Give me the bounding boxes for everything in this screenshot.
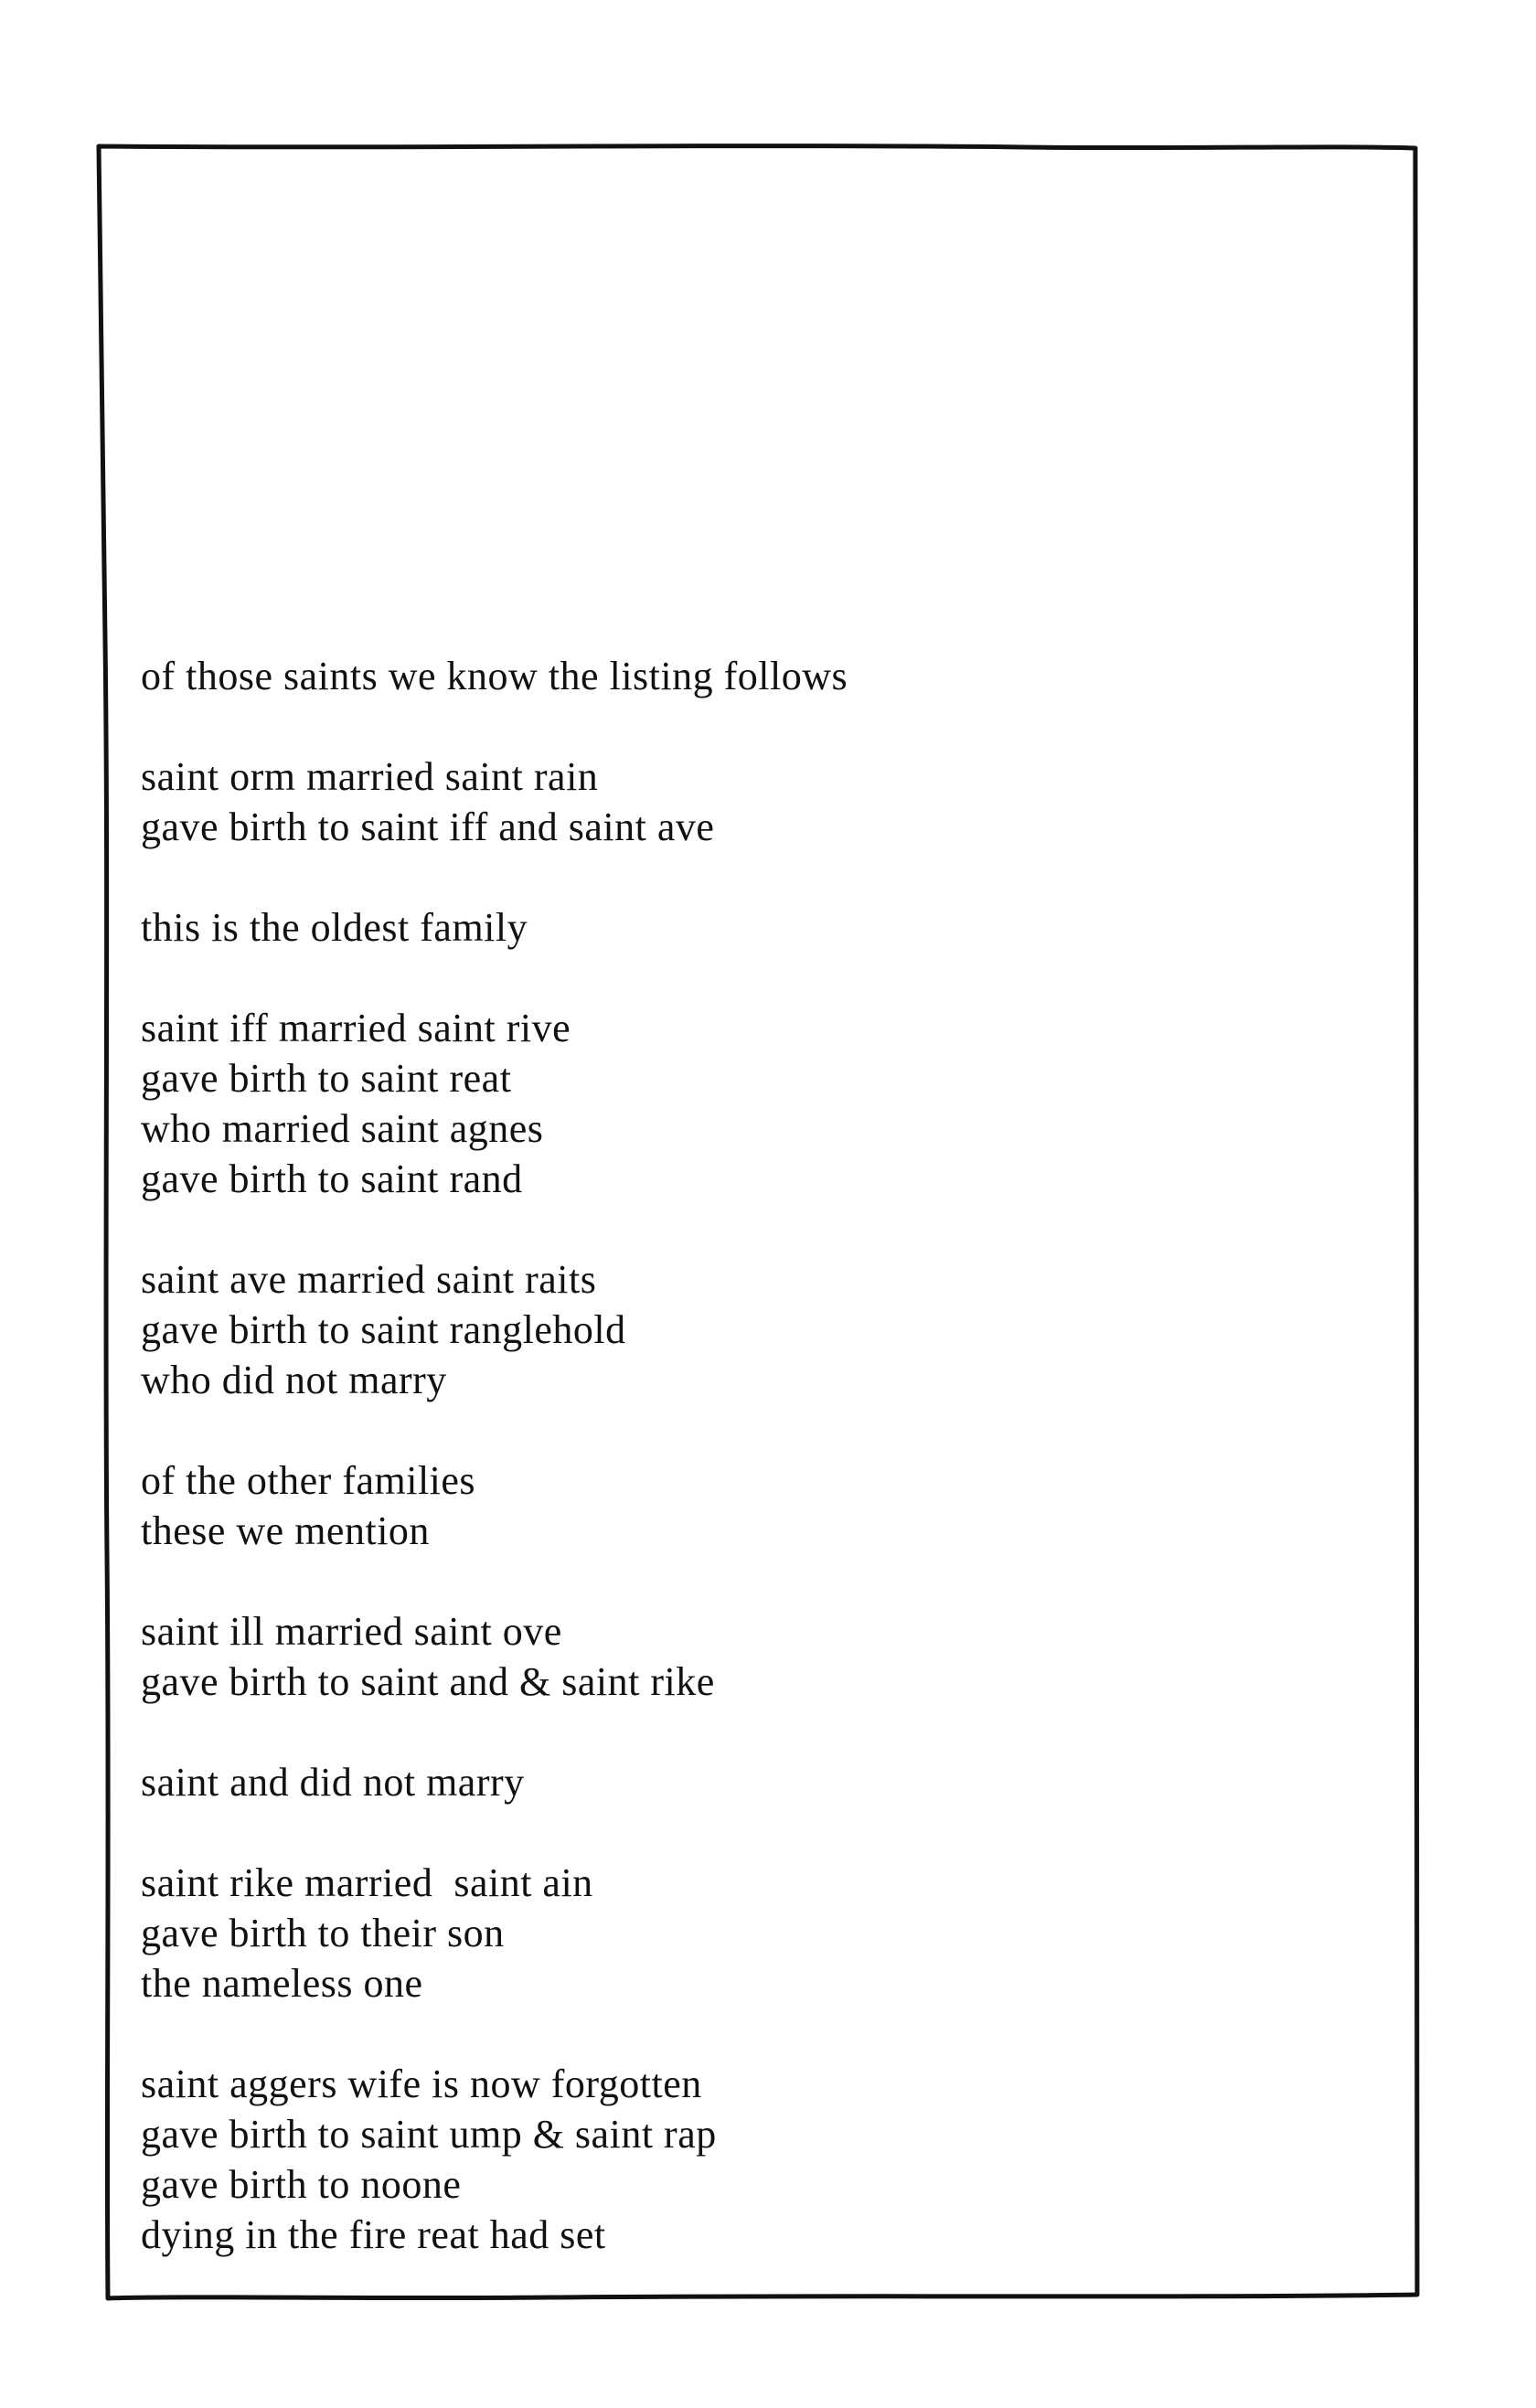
stanza — [141, 2059, 1375, 2260]
stanza — [141, 1455, 1375, 1556]
poem-line: saint ave married saint raits — [141, 1257, 597, 1302]
stanza — [141, 1003, 1375, 1204]
stanza — [141, 751, 1375, 852]
poem-line: saint and did not marry — [141, 1760, 525, 1805]
poem-line: gave birth to saint ranglehold — [141, 1307, 626, 1352]
poem-line: gave birth to saint reat — [141, 1056, 512, 1101]
poem-line: gave birth to saint iff and saint ave — [141, 804, 715, 849]
stanza — [141, 1757, 1375, 1807]
poem-line: who married saint agnes — [141, 1106, 544, 1151]
stanza — [141, 1254, 1375, 1405]
poem-line: this is the oldest family — [141, 905, 528, 950]
poem-line: gave birth to saint and & saint rike — [141, 1659, 715, 1704]
stanza — [141, 902, 1375, 953]
poem-line: saint orm married saint rain — [141, 754, 599, 799]
poem-line: gave birth to noone — [141, 2162, 462, 2207]
poem-line: saint rike married saint ain — [141, 1860, 593, 1905]
poem-line: saint aggers wife is now forgotten — [141, 2062, 702, 2106]
poem-line: saint ill married saint ove — [141, 1609, 562, 1654]
poem-line: these we mention — [141, 1508, 430, 1553]
poem-line: of the other families — [141, 1458, 476, 1503]
poem-line: gave birth to saint rand — [141, 1156, 523, 1201]
poem-line: the nameless one — [141, 1961, 423, 2006]
poem-line: of those saints we know the listing follows — [141, 654, 848, 698]
poem-text — [141, 651, 1375, 2260]
stanza — [141, 1858, 1375, 2008]
poem-line: who did not marry — [141, 1358, 447, 1402]
poem-line: gave birth to saint ump & saint rap — [141, 2112, 717, 2157]
stanza — [141, 1606, 1375, 1707]
poem-line: gave birth to their son — [141, 1911, 505, 1955]
poem-line: saint iff married saint rive — [141, 1006, 571, 1050]
stanza — [141, 651, 1375, 701]
poem-line: dying in the fire reat had set — [141, 2212, 606, 2257]
